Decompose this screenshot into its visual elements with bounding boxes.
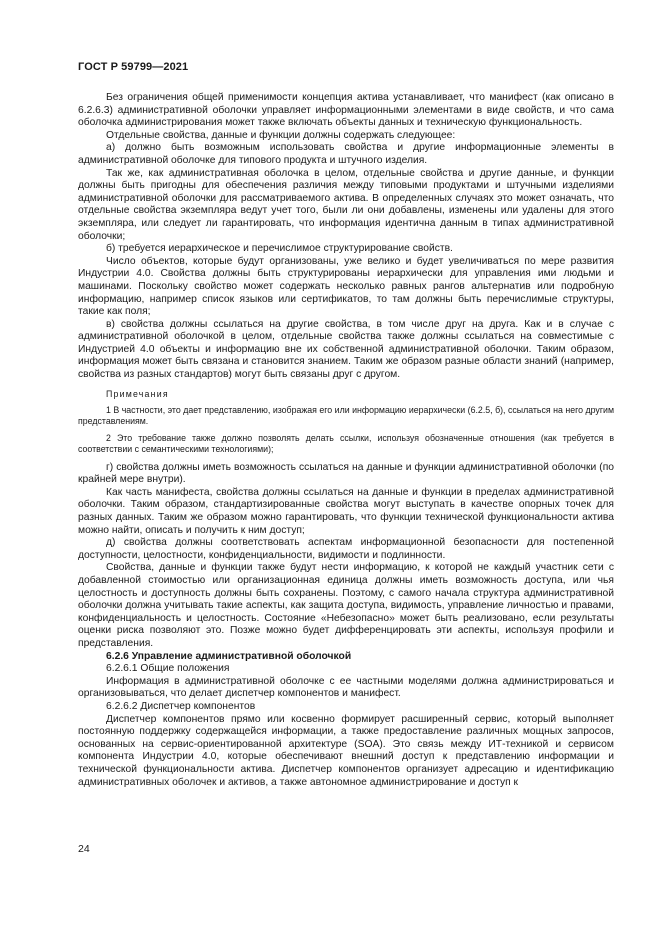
subsection-heading: 6.2.6.2 Диспетчер компонентов [106, 700, 256, 712]
list-item-v: в) свойства должны ссылаться на другие свойства, в том числе друг на друга. Как и в случае с административной оболочкой в целом, отдельные свойства также должны ссылаться на совместимые с Индустрией 4.0 объекты и информацию вне их собственной административной оболочки. Таким образом, информация может быть связана и становится знанием. Таким же образом разные области знаний (например, свойства из разных стандартов) могут быть связаны друг с другом. [78, 318, 614, 381]
list-item-d: д) свойства должны соответствовать аспектам информационной безопасности для постепенной доступности, целостности, конфиденциальности, видимости и подлинности. [78, 537, 614, 561]
list-item-g: г) свойства должны иметь возможность ссылаться на данные и функции административной оболочки (по крайней мере внутри). [78, 461, 614, 486]
paragraph: Отдельные свойства, данные и функции должны содержать следующее: [106, 129, 456, 141]
paragraph: Число объектов, которые будут организованы, уже велико и будет увеличиваться по мере развития Индустрии 4.0. Свойства должны быть структурированы иерархически для управления ими людьми и машинами. Поскольку свойство может содержать несколько равных рангов альтернатив или подробную информацию, например список языков или сертификатов, то там должны быть перечислимые структуры, такие как поля; [78, 255, 614, 318]
subsection-heading: 6.2.6.1 Общие положения [106, 663, 230, 675]
paragraph: Без ограничения общей применимости концепция актива устанавливает, что манифест (как описано в 6.2.6.3) административной оболочки управляет информационными элементами в виде свойств, и что сама оболочка администрирования может также включать объекты данных и техническую функциональность. [78, 92, 614, 129]
paragraph: Так же, как административная оболочка в целом, отдельные свойства и другие данные, и функции должны быть пригодны для обеспечения различия между типовыми продуктами и штучными изделиями административной оболочки для рассматриваемого актива. В определенных случаях это может означать, что отдельные свойства экземпляра ведут учет того, были ли они добавлены, изменены или удалены для этого экземпляра, или следует ли гарантировать, что информация идентична данным в типах административной оболочки; [78, 167, 614, 242]
paragraph: Информация в административной оболочке с ее частными моделями должна администрироваться и организовываться, что делает диспетчер компонентов и манифест. [78, 675, 614, 700]
paragraph: Диспетчер компонентов прямо или косвенно формирует расширенный сервис, который выполняет постоянную поддержку содержащейся информации, а также предоставление различных мощных запросов, основанных на сервис-ориентированной архитектуре (SOA). Это связь между ИТ-техникой и сервисом компонента Индустрии 4.0, которые обеспечивают внешний доступ к представлению информации и технической функциональности актива. Диспетчер компонентов организует адресацию и идентификацию административных оболочек и активов, а также автономное администрирование и доступ к [78, 713, 614, 788]
paragraph: Свойства, данные и функции также будут нести информацию, к которой не каждый участник сети с добавленной стоимостью или организационная единица должны иметь возможность доступа, или чья целостность и доступность должны быть сохранены. Поэтому, с самого начала структура административной оболочки должна учитывать такие аспекты, как защита доступа, видимость, управление личностью и правами, конфиденциальность и целостность. Состояние «Небезопасно» может быть реализовано, если результаты оценки риска позволяют это. Позже можно будет дифференцировать эти аспекты, используя профили и представления. [78, 562, 614, 649]
paragraph: Как часть манифеста, свойства должны ссылаться на данные и функции в пределах административной оболочки. Таким образом, стандартизированные свойства могут выступать в качестве опорных точек для разных данных. Таким же образом можно гарантировать, что функции технической функциональности актива можно найти, описать и получить к ним доступ; [78, 486, 614, 536]
document-body [78, 92, 614, 789]
note-2: 2 Это требование также должно позволять делать ссылки, используя обозначенные отношения (как требуется в соответствии с семантическими технологиями); [78, 432, 614, 455]
list-item-a: а) должно быть возможным использовать свойства и другие информационные элементы в административной оболочке для типового продукта и штучного изделия. [78, 142, 614, 166]
section-heading: 6.2.6 Управление административной оболочкой [106, 650, 352, 662]
page-number: 24 [78, 843, 90, 855]
note-1: 1 В частности, это дает представлению, изображая его или информацию иерархически (6.2.5, б), ссылаться на него другим представлениям. [78, 404, 614, 427]
standard-header: ГОСТ Р 59799—2021 [78, 61, 189, 73]
list-item-b: б) требуется иерархическое и перечислимое структурирование свойств. [106, 243, 453, 255]
notes-title: Примечания [106, 388, 169, 399]
